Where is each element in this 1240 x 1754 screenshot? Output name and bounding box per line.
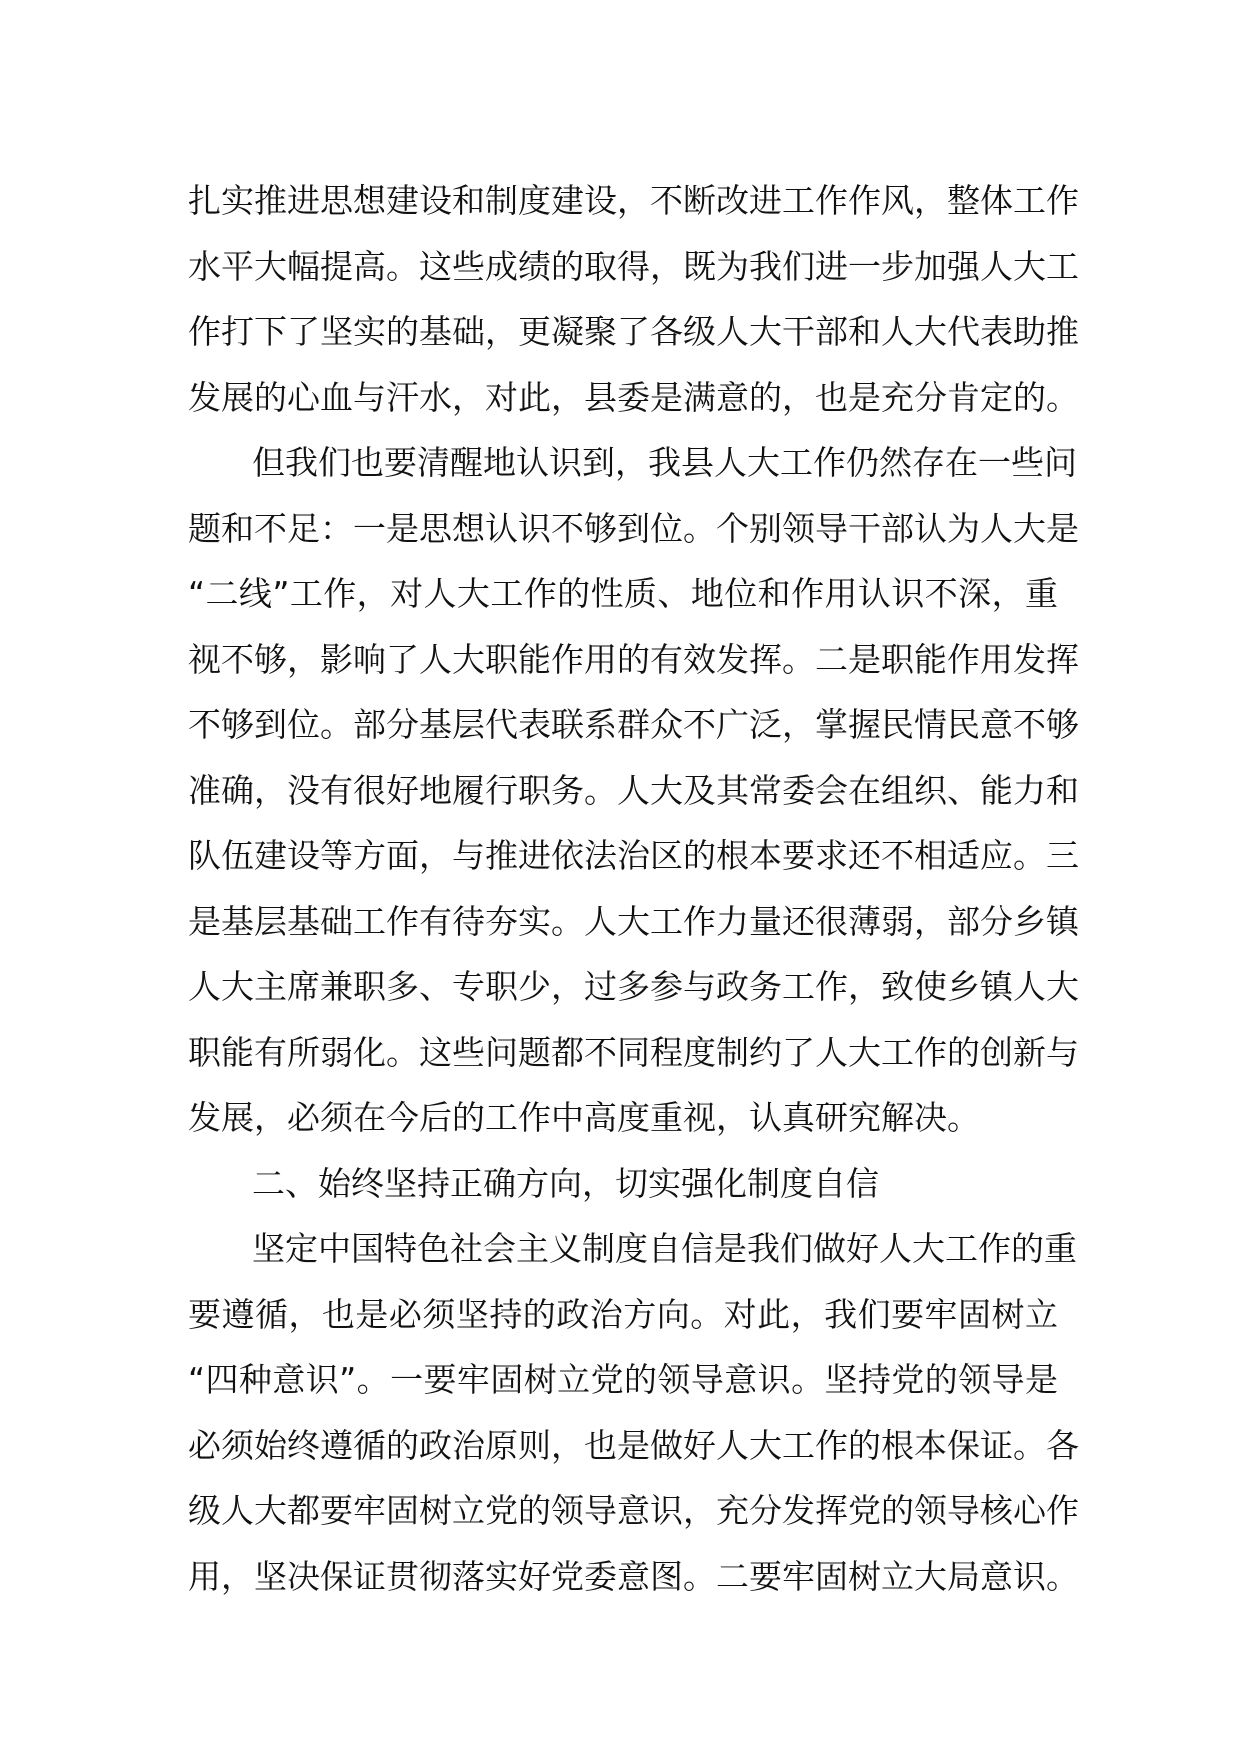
text-line: 要遵循，也是必须坚持的政治方向。对此，我们要牢固树立 (188, 1294, 1058, 1334)
text-line: 发展的心血与汗水，对此，县委是满意的，也是充分肯定的。 (188, 377, 1079, 417)
text-line: 视不够，影响了人大职能作用的有效发挥。二是职能作用发挥 (188, 639, 1079, 679)
text-line: 准确，没有很好地履行职务。人大及其常委会在组织、能力和 (188, 770, 1079, 810)
text-line: “二线”工作，对人大工作的性质、地位和作用认识不深，重 (188, 574, 1058, 613)
text-line: “四种意识”。一要牢固树立党的领导意识。坚持党的领导是 (188, 1360, 1058, 1399)
text-line: 队伍建设等方面，与推进依法治区的根本要求还不相适应。三 (188, 836, 1079, 875)
text-line: 发展，必须在今后的工作中高度重视，认真研究解决。 (188, 1098, 980, 1137)
text-line: 用，坚决保证贯彻落实好党委意图。二要牢固树立大局意识。 (188, 1556, 1079, 1596)
text-line: 题和不足：一是思想认识不够到位。个别领导干部认为人大是 (188, 508, 1079, 548)
text-line: 不够到位。部分基层代表联系群众不广泛，掌握民情民意不够 (188, 705, 1079, 744)
document-body (188, 168, 1079, 1609)
text-line: 人大主席兼职多、专职少，过多参与政务工作，致使乡镇人大 (188, 967, 1079, 1006)
text-line: 级人大都要牢固树立党的领导意识，充分发挥党的领导核心作 (188, 1491, 1079, 1530)
text-line: 必须始终遵循的政治原则，也是做好人大工作的根本保证。各 (188, 1425, 1079, 1465)
text-line: 职能有所弱化。这些问题都不同程度制约了人大工作的创新与 (188, 1032, 1079, 1072)
text-line: 坚定中国特色社会主义制度自信是我们做好人大工作的重 (252, 1229, 1077, 1268)
text-line: 作打下了坚实的基础，更凝聚了各级人大干部和人大代表助推 (188, 312, 1079, 351)
text-line: 但我们也要清醒地认识到，我县人大工作仍然存在一些问 (252, 443, 1077, 482)
section-heading: 二、始终坚持正确方向，切实强化制度自信 (252, 1163, 879, 1203)
text-line: 扎实推进思想建设和制度建设，不断改进工作作风，整体工作 (188, 181, 1079, 220)
text-line: 是基层基础工作有待夯实。人大工作力量还很薄弱，部分乡镇 (188, 901, 1079, 941)
text-line: 水平大幅提高。这些成绩的取得，既为我们进一步加强人大工 (188, 246, 1079, 286)
